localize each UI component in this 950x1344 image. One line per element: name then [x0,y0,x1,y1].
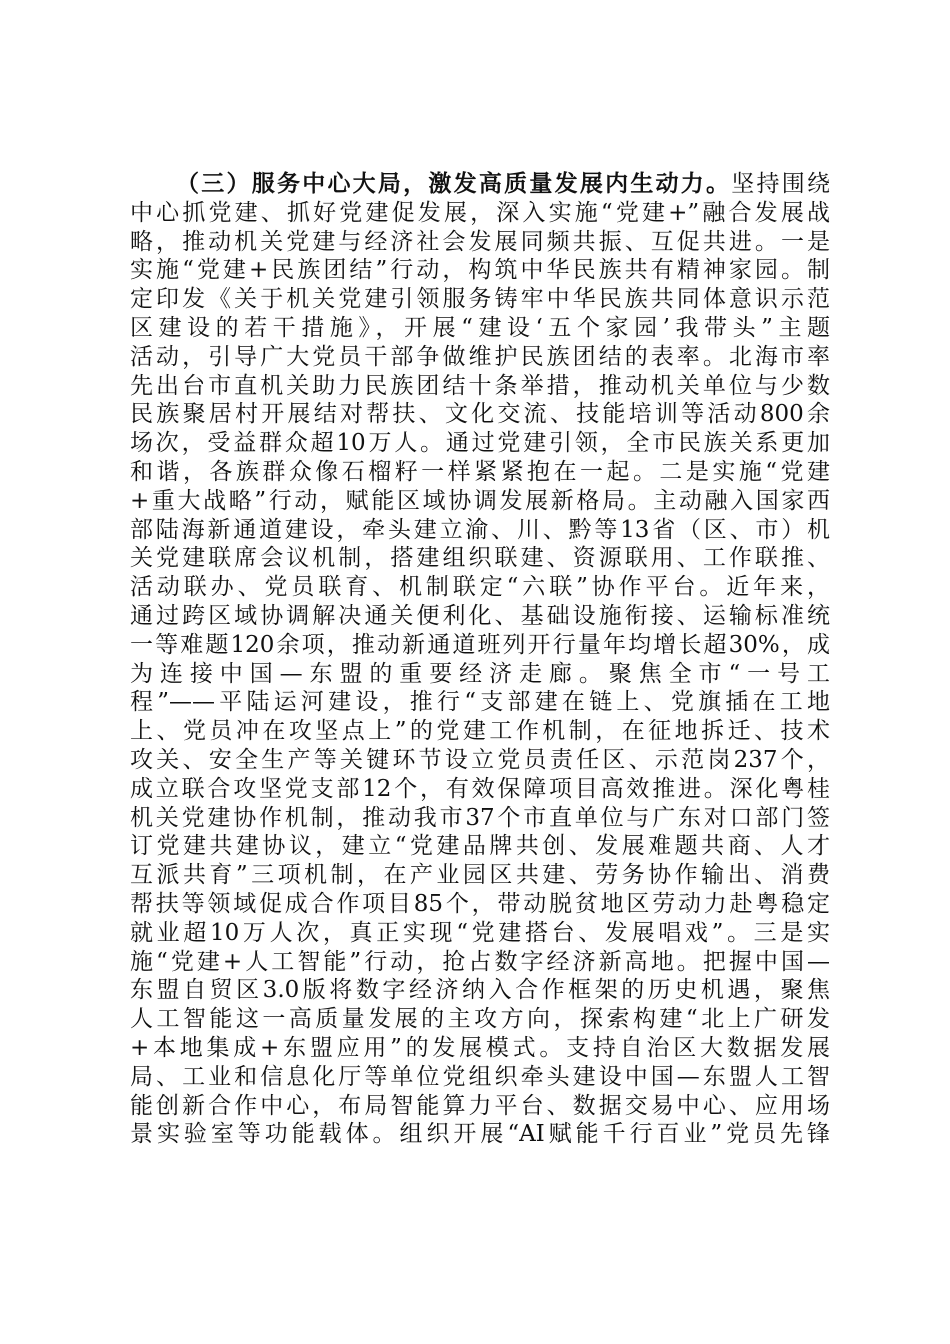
paragraph-line: 程”——平陆运河建设，推行“支部建在链上、党旗插在工地 [130,689,830,716]
paragraph-line: 人工智能这一高质量发展的主攻方向，探索构建“北上广研发 [130,1006,830,1033]
paragraph-line: 机关党建协作机制，推动我市37个市直单位与广东对口部门签 [130,804,830,831]
paragraph-line: 略，推动机关党建与经济社会发展同频共振、互促共进。一是 [130,228,830,255]
paragraph-line: 东盟自贸区3.0版将数字经济纳入合作框架的历史机遇，聚焦 [130,977,830,1004]
paragraph-line: 和谐，各族群众像石榴籽一样紧紧抱在一起。二是实施“党建 [130,458,830,485]
paragraph-line: 活动，引导广大党员干部争做维护民族团结的表率。北海市率 [130,343,830,370]
paragraph-line: 帮扶等领域促成合作项目85个，带动脱贫地区劳动力赴粤稳定 [130,890,830,917]
paragraph-line: +本地集成+东盟应用”的发展模式。支持自治区大数据发展 [130,1034,830,1061]
paragraph-line: 为连接中国—东盟的重要经济走廊。聚焦全市“一号工 [130,660,830,687]
paragraph-line: +重大战略”行动，赋能区域协调发展新格局。主动融入国家西 [130,487,830,514]
paragraph-line: 成立联合攻坚党支部12个，有效保障项目高效推进。深化粤桂 [130,775,830,802]
paragraph-line: 一等难题120余项，推动新通道班列开行量年均增长超30%，成 [130,631,830,658]
paragraph-line: 区建设的若干措施》，开展“建设‘五个家园’我带头”主题 [130,314,830,341]
paragraph-line: 中心抓党建、抓好党建促发展，深入实施“党建+”融合发展战 [130,199,830,226]
paragraph-line: 通过跨区域协调解决通关便利化、基础设施衔接、运输标准统 [130,602,830,629]
paragraph-line [130,170,830,199]
paragraph-line: 部陆海新通道建设，牵头建立渝、川、黔等13省（区、市）机 [130,516,830,543]
paragraph-line: 互派共育”三项机制，在产业园区共建、劳务协作输出、消费 [130,862,830,889]
line-text: 坚持围绕 [731,171,830,197]
paragraph-line: 民族聚居村开展结对帮扶、文化交流、技能培训等活动800余 [130,401,830,428]
section-heading: （三）服务中心大局，激发高质量发展内生动力。 [176,171,732,197]
paragraph-line: 上、党员冲在攻坚点上”的党建工作机制，在征地拆迁、技术 [130,718,830,745]
body-paragraph [130,170,830,1149]
paragraph-line: 场次，受益群众超10万人。通过党建引领，全市民族关系更加 [130,430,830,457]
paragraph-line: 局、工业和信息化厅等单位党组织牵头建设中国—东盟人工智 [130,1063,830,1090]
paragraph-line: 先出台市直机关助力民族团结十条举措，推动机关单位与少数 [130,372,830,399]
paragraph-line: 订党建共建协议，建立“党建品牌共创、发展难题共商、人才 [130,833,830,860]
paragraph-line: 关党建联席会议机制，搭建组织联建、资源联用、工作联推、 [130,545,830,572]
paragraph-line: 能创新合作中心，布局智能算力平台、数据交易中心、应用场 [130,1092,830,1119]
paragraph-line: 实施“党建+民族团结”行动，构筑中华民族共有精神家园。制 [130,257,830,284]
paragraph-line: 施“党建+人工智能”行动，抢占数字经济新高地。把握中国— [130,948,830,975]
paragraph-line: 攻关、安全生产等关键环节设立党员责任区、示范岗237个， [130,746,830,773]
paragraph-line: 就业超10万人次，真正实现“党建搭台、发展唱戏”。三是实 [130,919,830,946]
paragraph-line: 景实验室等功能载体。组织开展“AI赋能千行百业”党员先锋 [130,1121,830,1148]
paragraph-line: 活动联办、党员联育、机制联定“六联”协作平台。近年来， [130,574,830,601]
paragraph-line: 定印发《关于机关党建引领服务铸牢中华民族共同体意识示范 [130,286,830,313]
